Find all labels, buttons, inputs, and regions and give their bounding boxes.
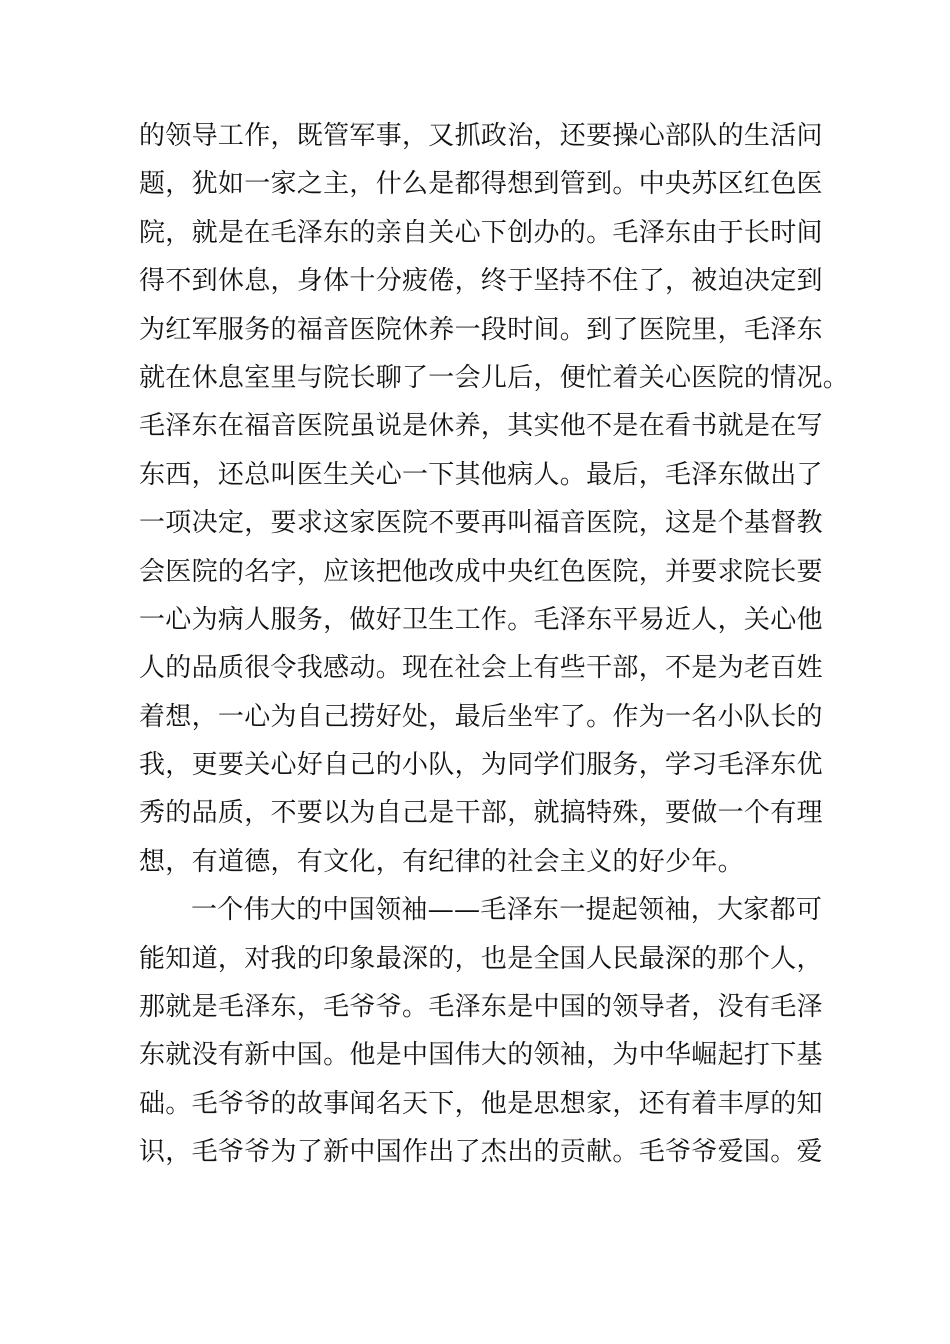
text-line: 毛泽东在福音医院虽说是休养，其实他不是在看书就是在写: [139, 411, 823, 442]
text-line: 题，犹如一家之主，什么是都得想到管到。中央苏区红色医: [139, 169, 823, 200]
text-line: 得不到休息，身体十分疲倦，终于坚持不住了，被迫决定到: [139, 266, 823, 297]
text-line: 着想，一心为自己捞好处，最后坐牢了。作为一名小队长的: [139, 701, 823, 732]
text-line: 秀的品质，不要以为自己是干部，就搞特殊，要做一个有理: [139, 798, 823, 829]
text-line: 一个伟大的中国领袖——毛泽东一提起领袖，大家都可: [191, 895, 823, 926]
text-line: 就在休息室里与院长聊了一会儿后，便忙着关心医院的情况。: [139, 362, 850, 393]
paragraph-1: [139, 112, 859, 886]
text-line: 那就是毛泽东，毛爷爷。毛泽东是中国的领导者，没有毛泽: [139, 992, 823, 1023]
text-line: 识，毛爷爷为了新中国作出了杰出的贡献。毛爷爷爱国。爱: [139, 1137, 823, 1168]
text-line: 东西，还总叫医生关心一下其他病人。最后，毛泽东做出了: [139, 459, 823, 490]
text-line: 能知道，对我的印象最深的，也是全国人民最深的那个人，: [139, 943, 823, 974]
text-line: 想，有道德，有文化，有纪律的社会主义的好少年。: [139, 846, 744, 877]
paragraph-2: [139, 886, 859, 1176]
text-line: 东就没有新中国。他是中国伟大的领袖，为中华崛起打下基: [139, 1040, 823, 1071]
text-line: 院，就是在毛泽东的亲自关心下创办的。毛泽东由于长时间: [139, 217, 823, 248]
text-line: 人的品质很令我感动。现在社会上有些干部，不是为老百姓: [139, 653, 823, 684]
text-line: 础。毛爷爷的故事闻名天下，他是思想家，还有着丰厚的知: [139, 1088, 823, 1119]
text-line: 一心为病人服务，做好卫生工作。毛泽东平易近人，关心他: [139, 604, 823, 635]
text-line: 为红军服务的福音医院休养一段时间。到了医院里，毛泽东: [139, 314, 823, 345]
document-body: [139, 112, 859, 1177]
text-line: 会医院的名字，应该把他改成中央红色医院，并要求院长要: [139, 556, 823, 587]
text-line: 我，更要关心好自己的小队，为同学们服务，学习毛泽东优: [139, 750, 823, 781]
text-line: 的领导工作，既管军事，又抓政治，还要操心部队的生活问: [139, 121, 823, 151]
text-line: 一项决定，要求这家医院不要再叫福音医院，这是个基督教: [139, 508, 823, 539]
